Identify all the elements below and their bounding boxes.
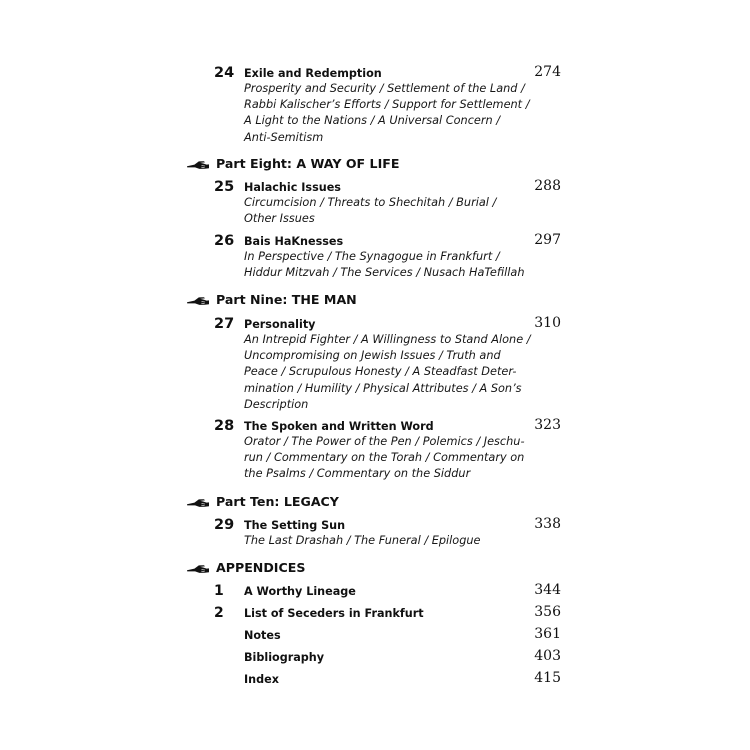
chapter-title: Bais HaKnesses: [244, 235, 344, 248]
chapter-subtopics: Circumcision / Threats to Shechitah / Burial / Other Issues: [244, 196, 497, 226]
chapter-title: Exile and Redemption: [244, 67, 382, 80]
chapter-number: 24: [214, 65, 235, 81]
page-number: 361: [534, 626, 561, 642]
chapter-subtopics: Prosperity and Security / Settlement of the Land / Rabbi Kalischer’s Efforts / Support for Settlement / A Light to the Nations / A Universal Concern / Anti-Semitism: [244, 82, 530, 144]
toc-entry-notes[interactable]: [0, 627, 750, 645]
chapter-subtopics: An Intrepid Fighter / A Willingness to Stand Alone / Uncompromising on Jewish Issues / Truth and Peace / Scrupulous Honesty / A Steadfast Deter- mination / Humility / Physical Attributes / A Son’s Description: [244, 333, 531, 411]
chapter-subtopics: The Last Drashah / The Funeral / Epilogue: [244, 534, 481, 547]
appendix-number: 2: [214, 605, 224, 621]
part-heading-appendices: [0, 558, 750, 578]
part-heading-nine: [0, 290, 750, 310]
chapter-number: 26: [214, 233, 235, 249]
chapter-number: 29: [214, 517, 235, 533]
pointing-hand-icon: [186, 561, 210, 575]
chapter-subtopics: Orator / The Power of the Pen / Polemics / Jeschu- run / Commentary on the Torah / Commentary on the Psalms / Commentary on the Siddur: [244, 435, 525, 481]
pointing-hand-icon: [186, 495, 210, 509]
appendix-number: 1: [214, 583, 224, 599]
part-title: Part Eight: A WAY OF LIFE: [216, 156, 400, 171]
pointing-hand-icon: [186, 293, 210, 307]
toc-entry-appendix-1[interactable]: [0, 583, 750, 601]
part-title: Part Nine: THE MAN: [216, 292, 357, 307]
chapter-subtopics: In Perspective / The Synagogue in Frankfurt / Hiddur Mitzvah / The Services / Nusach HaTefillah: [244, 250, 525, 280]
chapter-title: The Setting Sun: [244, 519, 346, 532]
appendix-title: List of Seceders in Frankfurt: [244, 607, 424, 620]
page-number: 415: [534, 670, 561, 686]
toc-entry-bibliography[interactable]: [0, 649, 750, 667]
chapter-title: Personality: [244, 318, 316, 331]
chapter-title: The Spoken and Written Word: [244, 420, 434, 433]
appendix-title: Bibliography: [244, 651, 325, 664]
chapter-title: Halachic Issues: [244, 181, 341, 194]
page-number: 274: [534, 64, 561, 80]
page-number: 403: [534, 648, 561, 664]
chapter-number: 25: [214, 179, 235, 195]
part-heading-ten: [0, 492, 750, 512]
chapter-number: 28: [214, 418, 235, 434]
appendix-title: Notes: [244, 629, 281, 642]
toc-entry-appendix-2[interactable]: [0, 605, 750, 623]
page-number: 288: [534, 178, 561, 194]
part-title: APPENDICES: [216, 560, 306, 575]
part-title: Part Ten: LEGACY: [216, 494, 339, 509]
page-number: 338: [534, 516, 561, 532]
appendix-title: Index: [244, 673, 279, 686]
page-number: 310: [534, 315, 561, 331]
page-number: 344: [534, 582, 561, 598]
pointing-hand-icon: [186, 157, 210, 171]
chapter-number: 27: [214, 316, 235, 332]
page-number: 297: [534, 232, 561, 248]
toc-entry-index[interactable]: [0, 671, 750, 689]
page-number: 356: [534, 604, 561, 620]
appendix-title: A Worthy Lineage: [244, 585, 356, 598]
part-heading-eight: [0, 154, 750, 174]
page-number: 323: [534, 417, 561, 433]
